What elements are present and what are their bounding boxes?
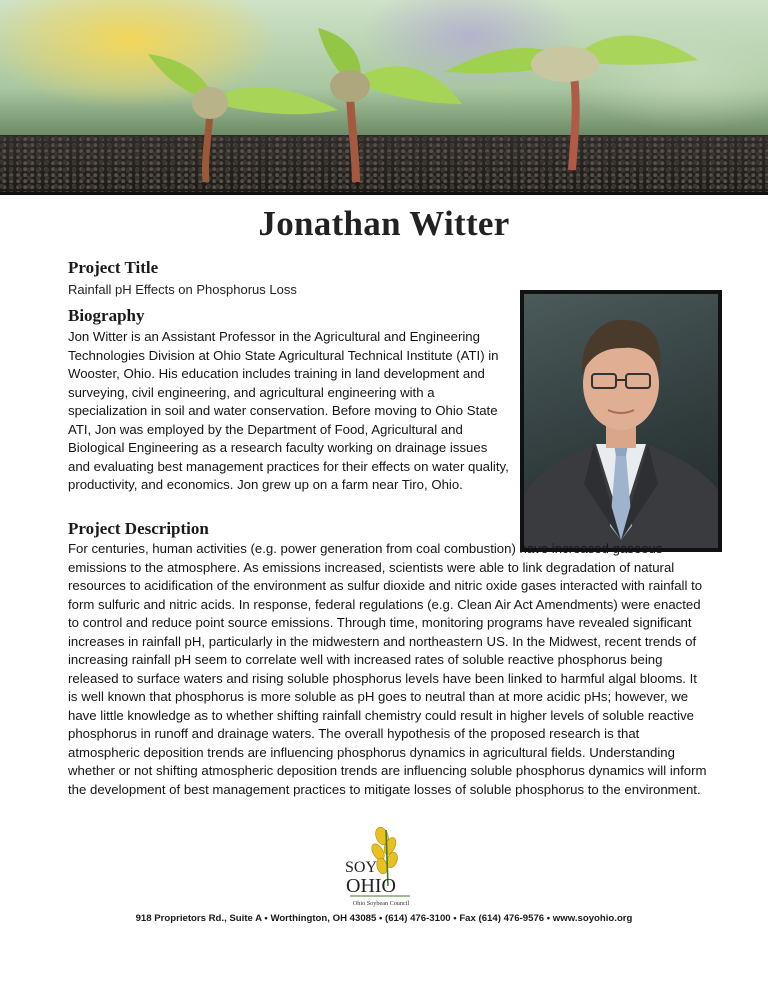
person-name-title: Jonathan Witter <box>258 204 510 243</box>
banner-divider <box>0 192 768 195</box>
biography-heading: Biography <box>68 306 145 325</box>
soy-ohio-logo <box>336 826 426 908</box>
project-title-text: Rainfall pH Effects on Phosphorus Loss <box>68 282 297 297</box>
portrait-photo <box>520 290 722 552</box>
footer-contact-line: 918 Proprietors Rd., Suite A • Worthington, OH 43085 • (614) 476-3100 • Fax (614) 476-9576 • www.soyohio.org <box>135 913 633 924</box>
project-description-text: For centuries, human activities (e.g. power generation from coal combustion) have increased gaseous emissions to the atmosphere. As emissions increased, scientists were able to link degradation of natural resources to acidification of the environment as sulfur dioxide and nitric oxide gases interacted with rainfall to form sulfuric and nitric acids. In response, federal regulations (e.g. Clean Air Act Amendments) were enacted to control and reduce point source emissions. Through time, monitoring programs have revealed significant increases in rainfall pH, particularly in the midwestern and northeastern US. In the Midwest, recent trends of increasing rainfall pH seem to correlate well with increased rates of soluble reactive phosphorus being released to surface waters and rising soluble phosphorus levels have been linked to harmful algal blooms. It is well known that phosphorus is more soluble as pH goes to neutral than at more acidic pHs; however, we have little knowledge as to whether shifting rainfall chemistry could result in higher levels of soluble reactive phosphorus in runoff and drainage waters. The overall hypothesis of the proposed research is that atmospheric deposition trends are influencing phosphorus dynamics in agricultural fields. Understanding whether or not shifting atmospheric deposition trends are influencing soluble phosphorus dynamics will inform the development of best management practices to mitigate losses of soluble phosphorus to the environment. <box>68 541 707 797</box>
logo-soy-text: SOY <box>345 859 378 876</box>
seedlings-illustration <box>0 0 768 195</box>
portrait-figure <box>524 294 718 548</box>
project-description-heading: Project Description <box>68 519 209 538</box>
logo-caption: Ohio Soybean Council <box>352 900 410 907</box>
logo-ohio-text: OHIO <box>346 875 396 897</box>
biography-text: Jon Witter is an Assistant Professor in the Agricultural and Engineering Technologies Division at Ohio State Agricultural Technical Institute (ATI) in Wooster, Ohio. His education includes training in land development and surveying, civil engineering, and agricultural engineering with a specialization in soil and water conservation. Before moving to Ohio State ATI, Jon was employed by the Department of Food, Agricultural and Biological Engineering as a research faculty working on drainage issues and evaluating best management practices for their effects on water quality, productivity, and economics. Jon grew up on a farm near Tiro, Ohio. <box>68 329 509 492</box>
project-title-heading: Project Title <box>68 258 159 277</box>
header-banner-image <box>0 0 768 195</box>
